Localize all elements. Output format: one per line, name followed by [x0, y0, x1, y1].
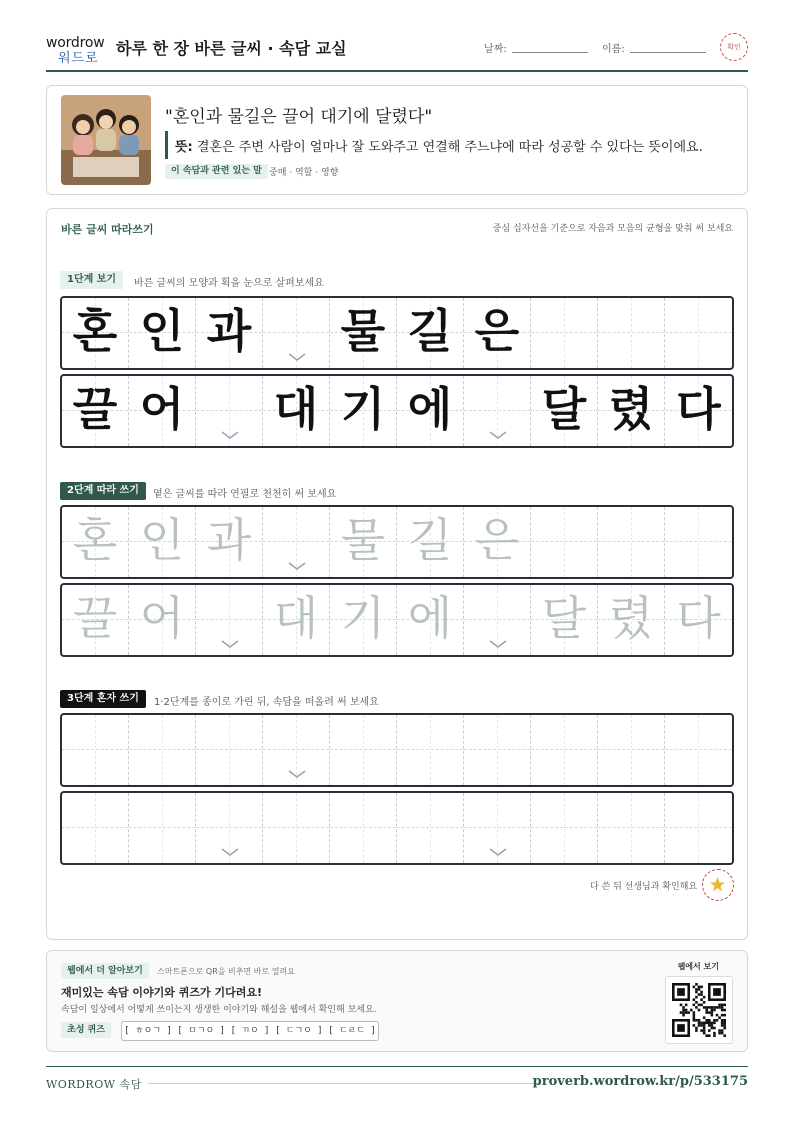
- writing-cell: [129, 376, 196, 446]
- proverb-character: 인: [139, 513, 185, 567]
- writing-cell[interactable]: [665, 585, 732, 655]
- proverb-character: 달: [541, 591, 587, 645]
- qr-label: 웹에서 보기: [677, 962, 719, 971]
- space-marker-icon: [221, 639, 239, 649]
- writing-cell: [598, 376, 665, 446]
- step2-line2[interactable]: [60, 583, 734, 657]
- proverb-character: 과: [206, 513, 252, 567]
- guide-line: [497, 715, 498, 785]
- step3-line1[interactable]: [60, 713, 734, 787]
- proverb-character: 다: [676, 382, 721, 436]
- proverb-character: 은: [474, 304, 520, 358]
- step2-line1[interactable]: [60, 505, 734, 579]
- guide-line: [430, 715, 431, 785]
- writing-cell: [263, 376, 330, 446]
- writing-cell[interactable]: [263, 793, 330, 863]
- date-field[interactable]: [512, 52, 588, 53]
- space-marker-icon: [221, 430, 239, 440]
- space-marker-icon: [288, 769, 306, 779]
- writing-cell: [531, 298, 598, 368]
- guide-line: [162, 715, 163, 785]
- writing-cell: [598, 298, 665, 368]
- writing-cell[interactable]: [196, 715, 263, 785]
- proverb-character: 과: [206, 304, 252, 358]
- writing-cell[interactable]: [598, 585, 665, 655]
- writing-cell[interactable]: [129, 585, 196, 655]
- writing-cell[interactable]: [464, 507, 531, 577]
- writing-cell[interactable]: [129, 715, 196, 785]
- guide-line: [363, 793, 364, 863]
- proverb-character: 기: [340, 382, 386, 436]
- writing-cell[interactable]: [665, 793, 732, 863]
- writing-cell[interactable]: [62, 507, 129, 577]
- footer-brand: WORDROW 속담: [46, 1078, 142, 1091]
- guide-line: [296, 793, 297, 863]
- proverb-character: 대: [273, 382, 319, 436]
- writing-cell: [464, 298, 531, 368]
- step3-line2[interactable]: [60, 791, 734, 865]
- writing-cell[interactable]: [598, 507, 665, 577]
- writing-cell[interactable]: [665, 507, 732, 577]
- meaning-label: 뜻:: [175, 140, 193, 155]
- name-field[interactable]: [630, 52, 706, 53]
- guide-line: [162, 793, 163, 863]
- stamp-label: 확인: [727, 43, 741, 51]
- step2-description: 옅은 글씨를 따라 연필로 천천히 써 보세요: [153, 489, 337, 500]
- proverb-character: 렸: [608, 591, 654, 645]
- writing-cell[interactable]: [196, 793, 263, 863]
- writing-cell[interactable]: [397, 507, 464, 577]
- writing-cell[interactable]: [531, 793, 598, 863]
- writing-cell[interactable]: [263, 585, 330, 655]
- logo-korean: 워드로: [58, 51, 99, 66]
- writing-cell[interactable]: [598, 793, 665, 863]
- step1-description: 바른 글씨의 모양과 획을 눈으로 살펴보세요: [134, 278, 324, 289]
- wordrow-logo: [46, 35, 108, 66]
- writing-cell[interactable]: [665, 715, 732, 785]
- writing-cell[interactable]: [196, 585, 263, 655]
- step2-badge: 2단계 따라 쓰기: [60, 482, 146, 500]
- proverb-character: 어: [139, 382, 185, 436]
- writing-cell: [62, 298, 129, 368]
- date-label: 날짜:: [484, 44, 507, 55]
- guide-line: [229, 715, 230, 785]
- writing-cell: [464, 376, 531, 446]
- writing-cell: [665, 376, 732, 446]
- proverb-card: [46, 85, 748, 195]
- writing-cell[interactable]: [464, 793, 531, 863]
- proverb-character: 대: [273, 591, 319, 645]
- writing-cell[interactable]: [531, 507, 598, 577]
- guide-line: [698, 715, 699, 785]
- writing-cell[interactable]: [62, 793, 129, 863]
- guide-line: [95, 793, 96, 863]
- writing-cell[interactable]: [129, 507, 196, 577]
- guide-line: [564, 793, 565, 863]
- writing-cell[interactable]: [62, 585, 129, 655]
- writing-cell: [62, 376, 129, 446]
- proverb-character: 길: [407, 513, 453, 567]
- space-marker-icon: [489, 430, 507, 440]
- step3-badge: 3단계 혼자 쓰기: [60, 690, 146, 708]
- writing-cell[interactable]: [598, 715, 665, 785]
- proverb-character: 달: [541, 382, 587, 436]
- guide-line: [95, 715, 96, 785]
- writing-cell[interactable]: [397, 585, 464, 655]
- writing-cell: [330, 376, 397, 446]
- space-marker-icon: [489, 639, 507, 649]
- writing-cell: [263, 298, 330, 368]
- footer-url-link[interactable]: proverb.wordrow.kr/p/533175: [532, 1074, 748, 1089]
- writing-cell: [397, 376, 464, 446]
- writing-cell[interactable]: [62, 715, 129, 785]
- proverb-character: 혼: [72, 304, 118, 358]
- proverb-text: "혼인과 물길은 끌어 대기에 달렸다": [165, 107, 433, 127]
- proverb-character: 렸: [608, 382, 654, 436]
- practice-hint: 중심 십자선을 기준으로 자음과 모음의 균형을 맞춰 써 보세요: [492, 224, 733, 234]
- writing-cell: [531, 376, 598, 446]
- guide-line: [698, 298, 699, 368]
- web-description: 속담이 일상에서 어떻게 쓰이는지 생생한 이야기와 해설을 웹에서 확인해 보세요.: [61, 1005, 377, 1015]
- space-marker-icon: [288, 561, 306, 571]
- writing-cell[interactable]: [196, 507, 263, 577]
- web-info-box: [46, 950, 748, 1052]
- writing-cell: [665, 298, 732, 368]
- writing-cell: [196, 298, 263, 368]
- guide-line: [564, 507, 565, 577]
- footer-divider: [46, 1066, 748, 1067]
- guide-line: [698, 793, 699, 863]
- page-title: 하루 한 장 바른 글씨 · 속담 교실: [116, 39, 347, 58]
- guide-line: [430, 793, 431, 863]
- writing-cell[interactable]: [397, 715, 464, 785]
- writing-cell[interactable]: [263, 715, 330, 785]
- writing-cell[interactable]: [263, 507, 330, 577]
- space-marker-icon: [288, 352, 306, 362]
- logo-word: wordrow: [46, 35, 105, 51]
- writing-cell: [397, 298, 464, 368]
- step1-line2: [60, 374, 734, 448]
- proverb-character: 인: [139, 304, 185, 358]
- proverb-character: 물: [340, 304, 386, 358]
- writing-cell: [330, 298, 397, 368]
- related-words-badge: 이 속담과 관련 있는 말: [165, 164, 268, 179]
- proverb-character: 혼: [72, 513, 118, 567]
- guide-line: [564, 298, 565, 368]
- quiz-badge: 초성 퀴즈: [61, 1022, 111, 1038]
- writing-cell[interactable]: [330, 715, 397, 785]
- guide-line: [631, 507, 632, 577]
- writing-cell[interactable]: [330, 507, 397, 577]
- guide-line: [631, 298, 632, 368]
- teacher-check-text: 다 쓴 뒤 선생님과 확인해요: [590, 882, 698, 892]
- proverb-illustration: [61, 95, 151, 185]
- proverb-character: 은: [474, 513, 520, 567]
- proverb-character: 다: [676, 591, 721, 645]
- guide-line: [564, 715, 565, 785]
- writing-cell[interactable]: [129, 793, 196, 863]
- writing-cell[interactable]: [330, 793, 397, 863]
- web-badge: 웹에서 더 알아보기: [61, 963, 149, 979]
- writing-cell[interactable]: [464, 715, 531, 785]
- qr-code[interactable]: [665, 976, 733, 1044]
- proverb-character: 길: [407, 304, 453, 358]
- proverb-character: 끌: [72, 591, 118, 645]
- check-stamp-icon: [720, 33, 748, 61]
- writing-cell[interactable]: [531, 715, 598, 785]
- writing-cell[interactable]: [397, 793, 464, 863]
- related-words: 중매 · 역할 · 영향: [269, 168, 339, 178]
- writing-cell: [129, 298, 196, 368]
- proverb-character: 에: [407, 591, 453, 645]
- name-label: 이름:: [602, 44, 625, 55]
- meaning-text: 결혼은 주변 사람이 얼마나 잘 도와주고 연결해 주느냐에 따라 성공할 수 있다는 뜻이에요.: [192, 140, 703, 155]
- writing-cell[interactable]: [330, 585, 397, 655]
- footer-rule: [148, 1083, 540, 1084]
- meaning-accent-bar: [165, 131, 168, 159]
- writing-cell[interactable]: [531, 585, 598, 655]
- space-marker-icon: [489, 847, 507, 857]
- practice-title: 바른 글씨 따라쓰기: [61, 223, 154, 236]
- initial-consonant-quiz: [ ㅎㅇㄱ ] [ ㅁㄱㅇ ] [ ㄲㅇ ] [ ㄷㄱㅇ ] [ ㄷㄹㄷ ]: [121, 1021, 379, 1041]
- proverb-character: 에: [407, 382, 453, 436]
- step1-line1: [60, 296, 734, 370]
- web-title: 재미있는 속담 이야기와 퀴즈가 기다려요!: [61, 986, 262, 999]
- guide-line: [631, 715, 632, 785]
- guide-line: [631, 793, 632, 863]
- guide-line: [698, 507, 699, 577]
- guide-line: [363, 715, 364, 785]
- writing-cell: [196, 376, 263, 446]
- star-stamp-icon: [702, 869, 734, 901]
- page-header: [46, 30, 748, 72]
- proverb-character: 어: [139, 591, 185, 645]
- space-marker-icon: [221, 847, 239, 857]
- step1-badge: 1단계 보기: [60, 271, 123, 289]
- qr-hint: 스마트폰으로 QR을 비추면 바로 열려요: [157, 967, 295, 976]
- step3-description: 1·2단계를 종이로 가린 뒤, 속담을 떠올려 써 보세요: [154, 697, 379, 708]
- writing-cell[interactable]: [464, 585, 531, 655]
- proverb-character: 끌: [72, 382, 118, 436]
- proverb-character: 물: [340, 513, 386, 567]
- proverb-character: 기: [340, 591, 386, 645]
- proverb-meaning: [175, 136, 703, 155]
